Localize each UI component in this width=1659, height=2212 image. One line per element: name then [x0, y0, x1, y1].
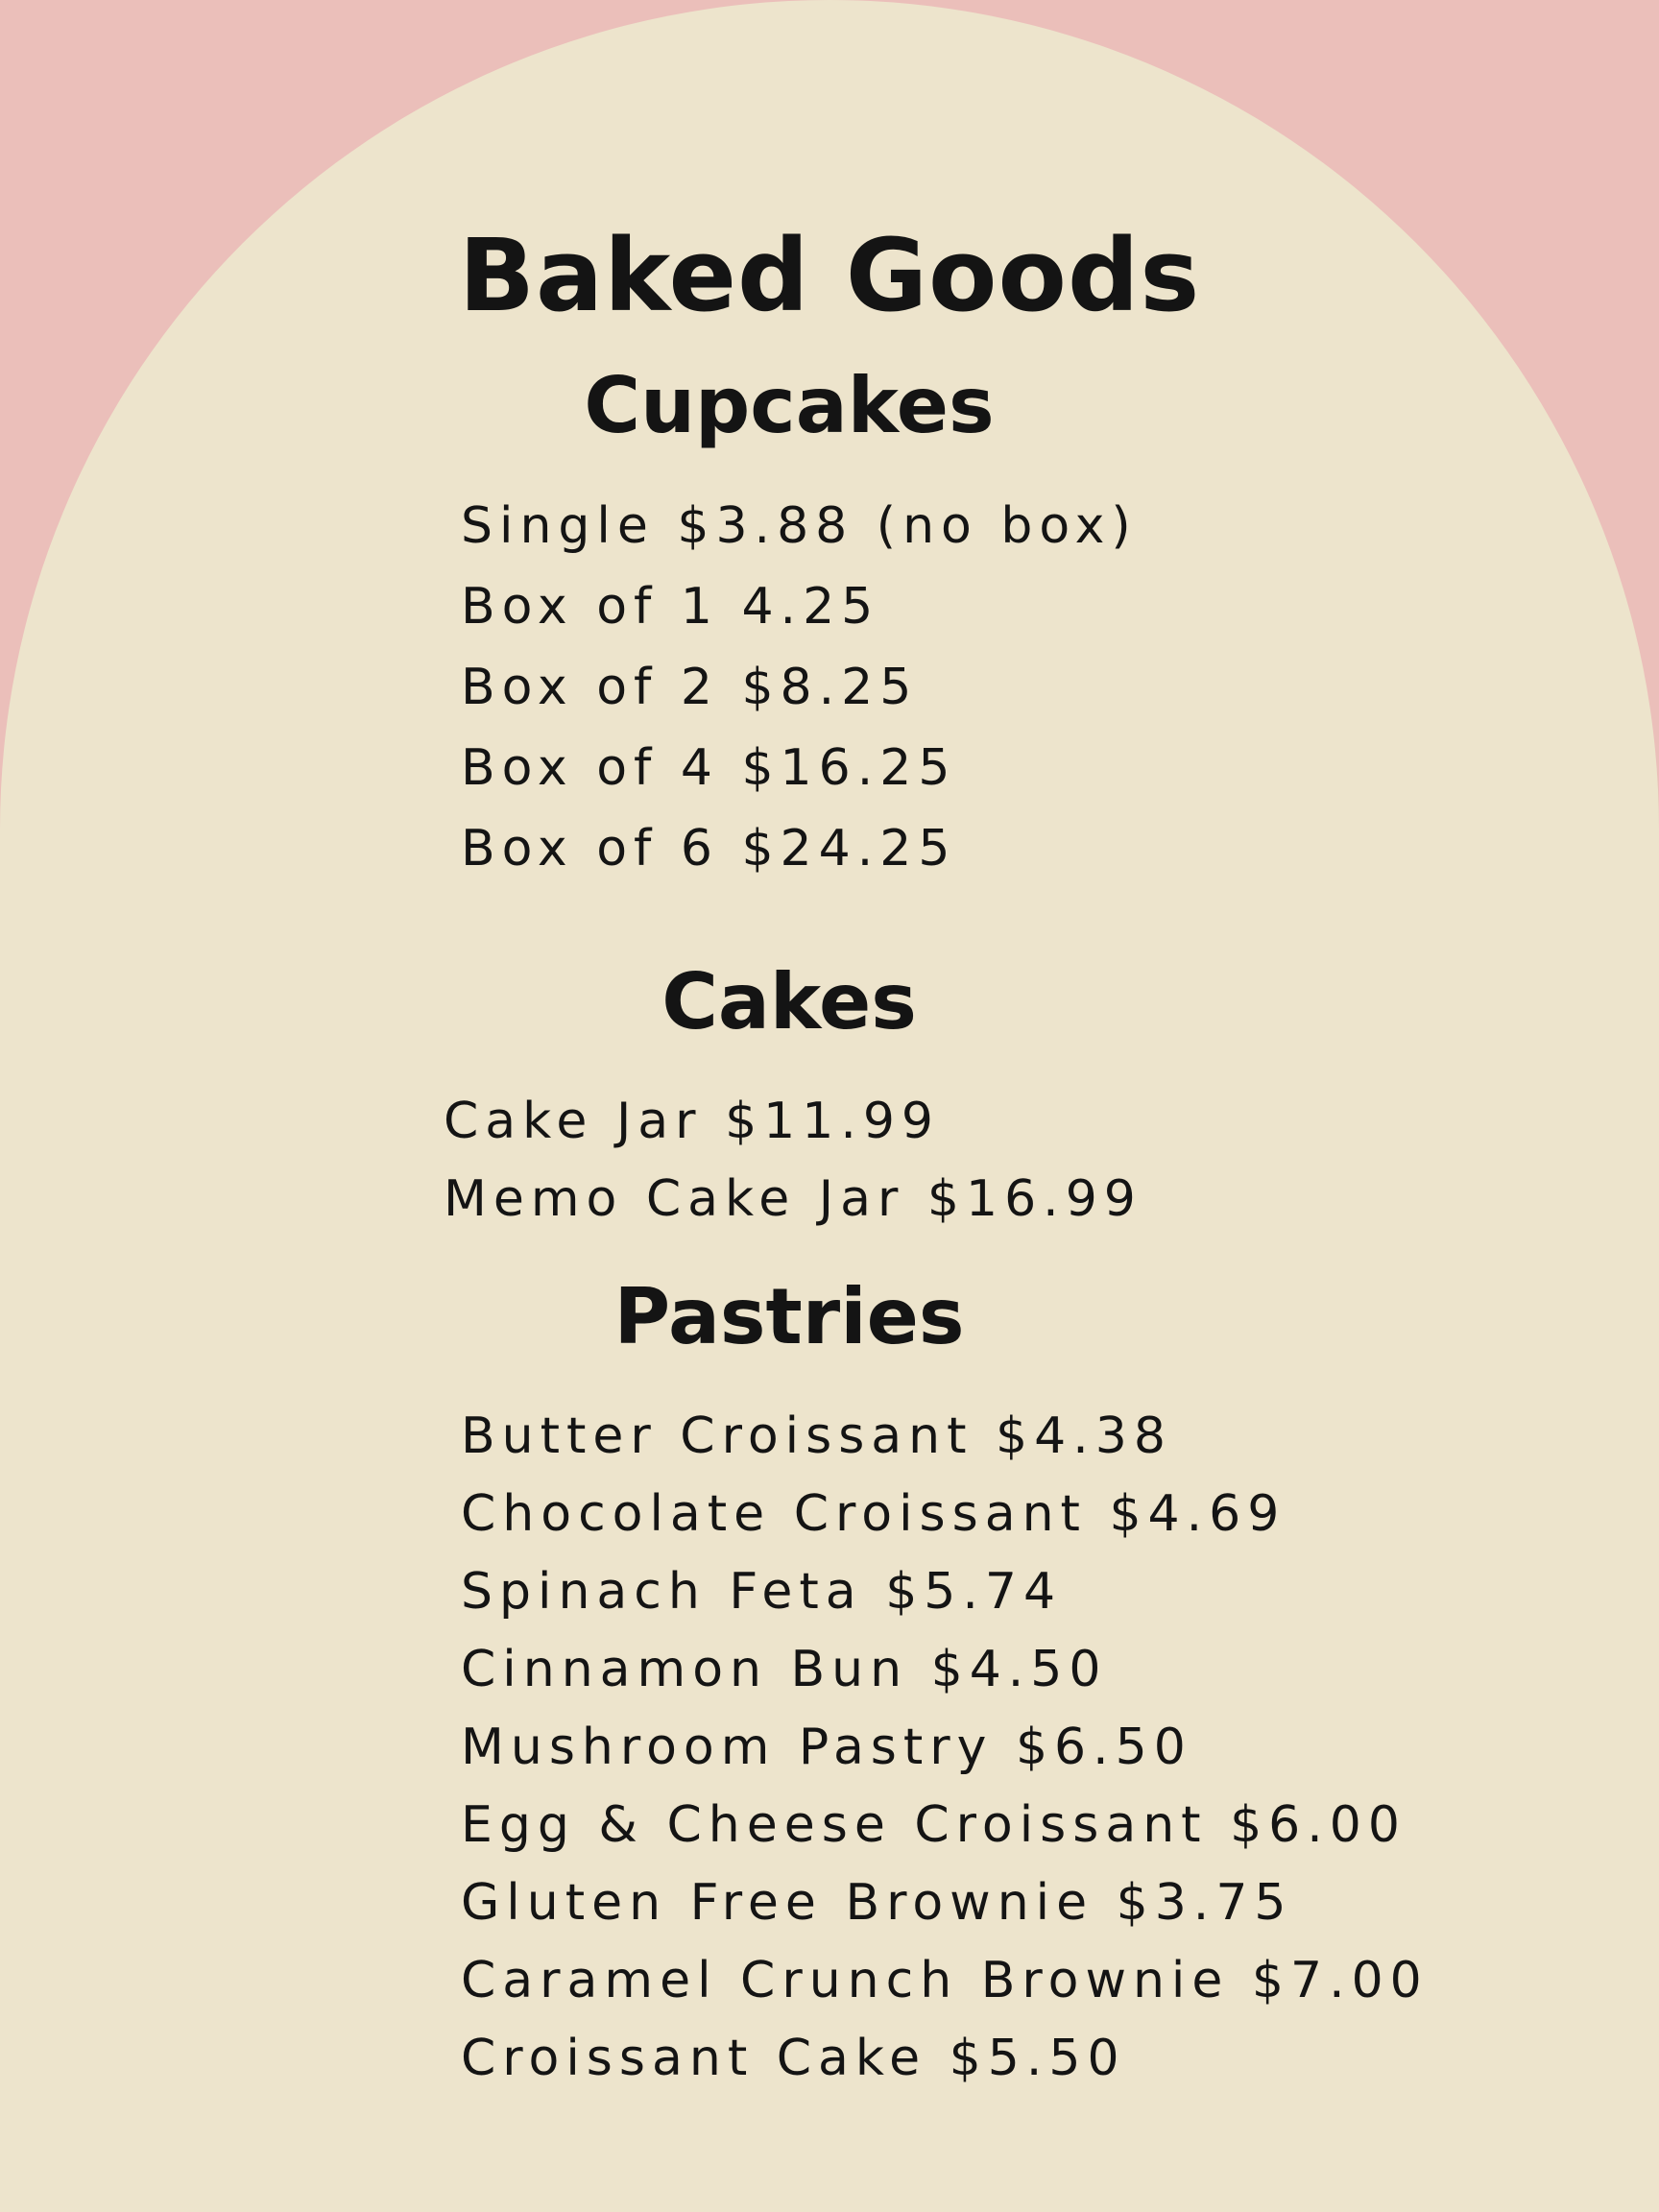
menu-item: Butter Croissant $4.38 — [461, 1407, 1172, 1465]
section-heading-cupcakes: Cupcakes — [584, 361, 995, 450]
menu-item: Gluten Free Brownie $3.75 — [461, 1874, 1293, 1932]
menu-item: Egg & Cheese Croissant $6.00 — [461, 1796, 1407, 1854]
menu-item: Box of 1 4.25 — [461, 578, 880, 636]
cupcakes-list — [461, 497, 1138, 904]
menu-item: Cake Jar $11.99 — [444, 1093, 941, 1150]
menu-item: Box of 2 $8.25 — [461, 659, 919, 716]
menu-item: Cinnamon Bun $4.50 — [461, 1641, 1108, 1698]
section-heading-pastries: Pastries — [613, 1272, 965, 1361]
menu-item: Box of 4 $16.25 — [461, 739, 957, 797]
menu-item: Spinach Feta $5.74 — [461, 1563, 1063, 1621]
cakes-list — [444, 1093, 1142, 1252]
menu-item: Caramel Crunch Brownie $7.00 — [461, 1952, 1429, 2009]
section-heading-cakes: Cakes — [661, 957, 917, 1046]
menu-item: Mushroom Pastry $6.50 — [461, 1719, 1192, 1776]
pastries-list — [461, 1407, 1429, 2111]
menu-item: Chocolate Croissant $4.69 — [461, 1485, 1286, 1543]
menu-item: Single $3.88 (no box) — [461, 497, 1138, 555]
menu-item: Box of 6 $24.25 — [461, 820, 957, 878]
menu-item: Memo Cake Jar $16.99 — [444, 1170, 1142, 1228]
menu-title: Baked Goods — [458, 216, 1201, 334]
menu-item: Croissant Cake $5.50 — [461, 2030, 1126, 2087]
